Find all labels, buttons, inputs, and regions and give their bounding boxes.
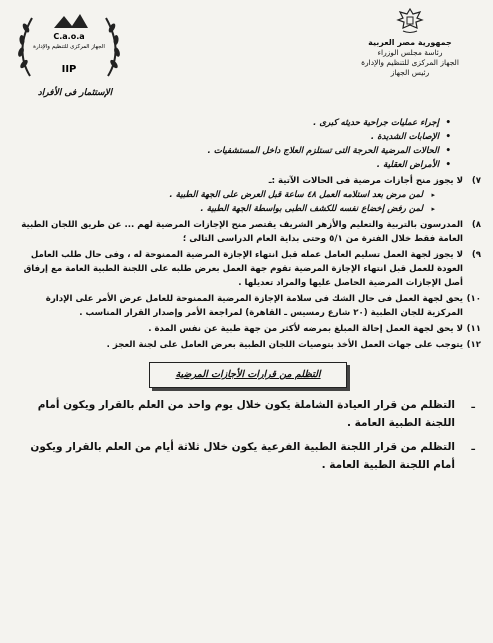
numbered-item-7	[15, 174, 481, 216]
item-text: المدرسون بالتربية والتعليم والأزهر الشريف يقتصر منح الإجازات المرضية لهم ... عن طريق اللجان الطبية العامة فقط خلال الفترة من ٥/١ وحتى بداية العام الدراسى التالى ؛	[21, 220, 463, 244]
item-text: لا يجوز منح أجازات مرضية فى الحالات الآتية :ـ	[268, 176, 463, 186]
numbered-item-8	[15, 218, 481, 246]
item-number: ٧)	[471, 176, 481, 186]
header-line-head: رئيس الجهاز	[390, 68, 430, 77]
item-number: ١٢)	[466, 340, 481, 350]
section-title: التظلم من قرارات الأجازات المرضية	[149, 362, 347, 388]
list-item: • إجراء عمليات جراحية حديثه كبرى .	[15, 116, 451, 130]
list-item: • الحالات المرضية الحرجة التى تستلزم العلاج داخل المستشفيات .	[15, 144, 451, 158]
numbered-item-10	[15, 292, 481, 320]
item-number: ٩)	[471, 250, 481, 260]
item-number: ٨)	[471, 220, 481, 230]
appeal-item	[15, 396, 481, 432]
appeal-text: التظلم من قرار العيادة الشاملة يكون خلال يوم واحد من العلم بالقرار ويكون أمام اللجنة الطبية العامة .	[37, 399, 455, 429]
eagle-emblem-icon	[395, 6, 425, 36]
logo-motto: الإستثمار فى الأفراد	[37, 88, 113, 98]
laurel-wreath-icon	[10, 6, 128, 90]
conditions-list	[15, 116, 481, 172]
item-number: ١٠)	[466, 294, 481, 304]
numbered-item-11	[15, 322, 481, 336]
numbered-item-12	[15, 338, 481, 352]
header-line-agency: الجهاز المركزى للتنظيم والإدارة	[361, 58, 459, 67]
item-text: يحق لجهة العمل فى حال الشك فى سلامة الإجازة المرضية الممنوحة للعامل عرض الأمر على الإدارة المركزية للجان الطبية (٢٠ شارع رمسيس ـ القاهرة) لمراجعة الأمر وإصدار القرار المناسب .	[45, 294, 463, 318]
header-line-country: جمهورية مصر العربية	[368, 38, 452, 47]
list-item: • الأمراض العقلية .	[15, 158, 451, 172]
appeal-item	[15, 438, 481, 474]
dash-marker: ـ	[471, 441, 475, 453]
item-text: لا يحق لجهة العمل إحالة المبلغ بمرضه لأكثر من جهة طبية عن نفس المدة .	[148, 324, 463, 334]
item-text: يتوجب على جهات العمل الأخذ بتوصيات اللجان الطبية بعرض العامل على لجنة العجز .	[106, 340, 463, 350]
item-text: لا يجوز لجهة العمل تسليم العامل عمله قبل انتهاء الإجازة المرضية الممنوحة له ، وفى حال طلب العامل العودة للعمل قبل انتهاء الإجازة المرضية تقوم جهة العمل بعرض طلبه على اللجنة الطبية العامة مع إرفاق أصل الإجازات المرضية الحاصل عليها والمراد تعديلها .	[23, 250, 463, 288]
header-line-cabinet: رئاسة مجلس الوزراء	[377, 48, 443, 57]
logo-abbr: C.a.o.a	[53, 32, 85, 41]
sub-list	[15, 188, 463, 216]
logo-name: الجهاز المركزى للتنظيم والإدارة	[33, 44, 105, 50]
item-number: ١١)	[466, 324, 481, 334]
list-item: ▸ لمن مرض بعد استلامه العمل ٤٨ ساعة قبل العرض على الجهة الطبية .	[15, 188, 435, 202]
logo-badge: IIP	[61, 64, 77, 75]
document-body	[15, 116, 481, 480]
numbered-item-9	[15, 248, 481, 290]
dash-marker: ـ	[471, 399, 475, 411]
list-item: • الإصابات الشديدة .	[15, 130, 451, 144]
government-header	[335, 6, 485, 78]
appeal-text: التظلم من قرار اللجنة الطبية الفرعية يكون خلال ثلاثة أيام من العلم بالقرار ويكون أمام اللجنة الطبية العامة .	[30, 441, 455, 471]
list-item: ▸ لمن رفض إخضاع نفسه للكشف الطبى بواسطة الجهة الطبية .	[15, 202, 435, 216]
agency-logo	[10, 6, 128, 118]
